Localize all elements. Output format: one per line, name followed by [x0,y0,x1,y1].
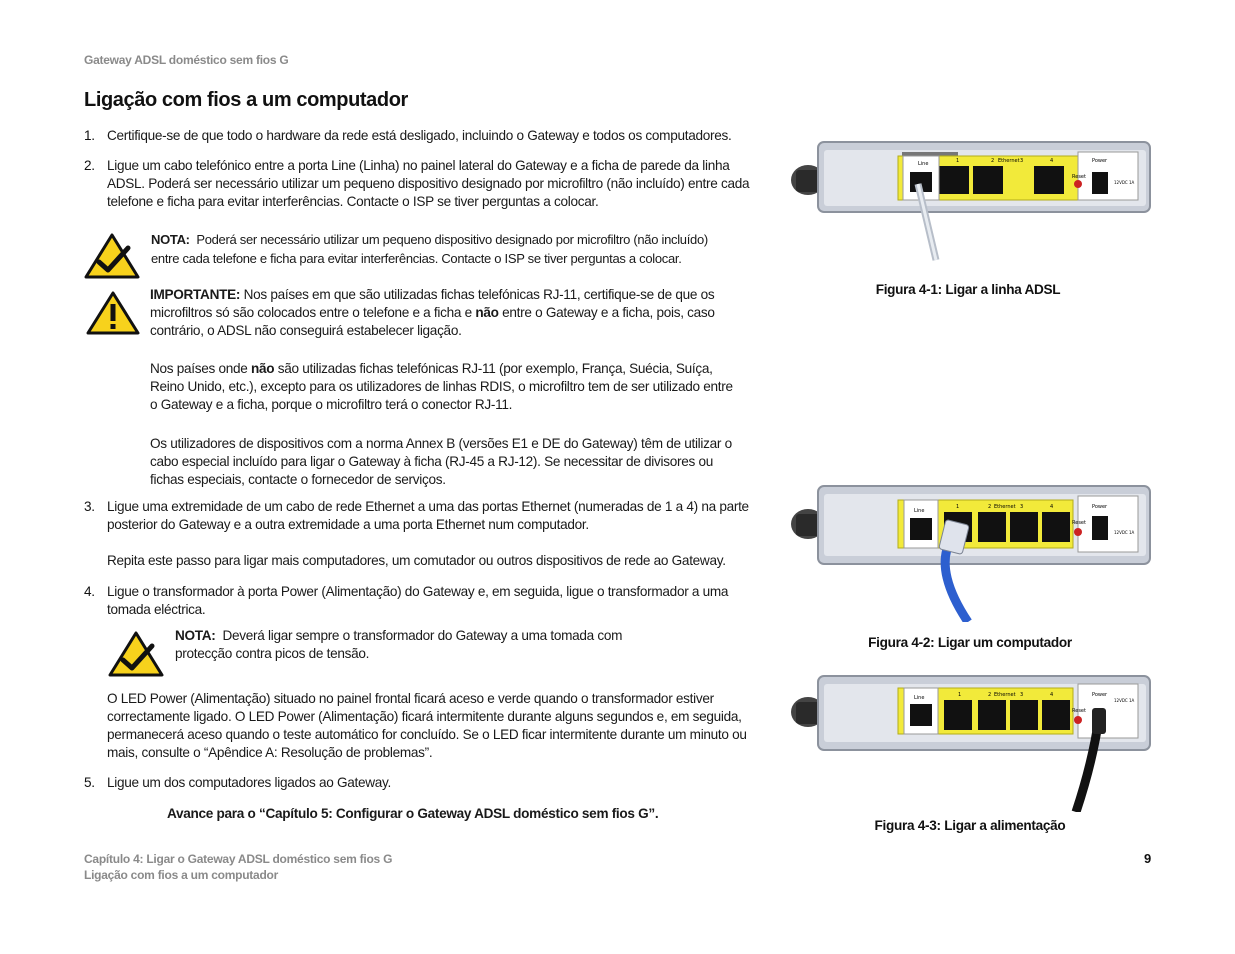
step-3-repeat-text: Repita este passo para ligar mais computadores, um comutador ou outros dispositivos de rede ao Gateway. [107,553,726,568]
figure-1-device [788,140,1152,265]
fig2-reset-label: Reset [1072,520,1086,526]
fig1-port-2: 2 [991,158,995,164]
fig1-reset-label: Reset [1072,174,1086,180]
footer-section: Ligação com fios a um computador [84,868,279,882]
figure-2-device [788,482,1152,622]
fig1-ethernet-label: Ethernet [998,158,1020,164]
page-number: 9 [1144,851,1151,866]
fig2-port-3: 3 [1020,504,1024,510]
fig2-port-4: 4 [1050,504,1054,510]
figure-3-caption: Figura 4-3: Ligar a alimentação [874,818,1066,833]
fig3-reset-label: Reset [1072,708,1086,714]
step-2-number: 2. [84,158,95,173]
step-4-number: 4. [84,584,95,599]
fig2-line-label: Line [914,508,925,514]
figure-3-device [788,672,1152,812]
footer [84,851,392,883]
fig1-port-1: 1 [956,158,960,164]
note-2-line-1: Deverá ligar sempre o transformador do Gateway a uma tomada com [222,628,623,643]
fig2-port-2: 2 [988,504,992,510]
step-5-text: Ligue um dos computadores ligados ao Gateway. [107,775,391,790]
important-p2-a: Nos países onde [150,361,248,376]
footer-chapter: Capítulo 4: Ligar o Gateway ADSL doméstico sem fios G [84,852,393,866]
step-5-number: 5. [84,775,95,790]
step-4-led-text: O LED Power (Alimentação) situado no painel frontal ficará aceso e verde quando o transformador estiver correctamente ligado. O LED Power (Alimentação) ficará intermitente durante alguns segundos e, em seguida, permanecerá aceso quando o teste automático for concluído. Se o LED ficar intermitente durante um minuto ou mais, consulte o “Apêndice A: Resolução de problemas”. [107,691,747,760]
fig1-port-3: 3 [1020,158,1024,164]
fig1-port-4: 4 [1050,158,1054,164]
fig3-port-4: 4 [1050,692,1054,698]
fig3-port-2: 2 [988,692,992,698]
note-1-line-1: Poderá ser necessário utilizar um pequeno dispositivo designado por microfiltro (não incluído) [196,232,708,247]
step-1-number: 1. [84,128,95,143]
fig3-rating-label: 12VDC 1A [1114,698,1135,703]
note-2-label: NOTA: [175,628,216,643]
important-block [150,286,740,340]
fig1-rating-label: 12VDC 1A [1114,180,1135,185]
page-title: Ligação com fios a um computador [84,89,408,111]
check-warning-icon [84,232,140,280]
fig3-port-3: 3 [1020,692,1024,698]
important-paragraph-3: Os utilizadores de dispositivos com a norma Annex B (versões E1 e DE do Gateway) têm de utilizar o cabo especial incluído para ligar o Gateway à ficha (RJ-45 a RJ-12). Se necessitar de divisores ou fichas especiais, contacte o fornecedor de serviços. [150,436,732,487]
fig1-power-label: Power [1092,158,1108,164]
important-paragraph-2 [150,360,740,414]
exclamation-warning-icon [86,290,140,336]
step-4-text: Ligue o transformador à porta Power (Alimentação) do Gateway e, em seguida, ligue o transformador a uma tomada eléctrica. [107,584,729,617]
fig2-ethernet-label: Ethernet [994,504,1016,510]
important-p1-a: Nos países em que são utilizadas fichas telefónicas RJ-11, certifique-se de que os microfiltros só são colocados entre o telefone e a ficha e [150,287,715,320]
check-warning-icon-2 [108,630,164,678]
important-p2-c: são utilizadas fichas telefónicas RJ-11 (por exemplo, França, Suécia, Suíça, Reino Unido, etc.), excepto para os utilizadores de linhas RDIS, o microfiltro tem de ser utilizado entre o Gateway e a ficha, porque o microfiltro terá o conector RJ-11. [150,361,733,412]
note-2-line-2: protecção contra picos de tensão. [175,646,370,661]
fig2-power-label: Power [1092,504,1108,510]
fig3-port-1: 1 [958,692,962,698]
fig2-port-1: 1 [956,504,960,510]
note-1-label: NOTA: [151,232,190,247]
step-1-text: Certifique-se de que todo o hardware da rede está desligado, incluindo o Gateway e todos os computadores. [107,128,732,143]
important-paragraph-1 [150,286,740,340]
step-2-text: Ligue um cabo telefónico entre a porta Line (Linha) no painel lateral do Gateway e a ficha de parede da linha ADSL. Poderá ser necessário utilizar um pequeno dispositivo designado por microfiltro (não incluído) entre cada telefone e ficha para evitar interferências. Contacte o ISP se tiver perguntas a colocar. [107,158,750,209]
important-p2-emphasis: não [251,361,275,376]
important-p1-emphasis: não [475,305,499,320]
figure-2-caption: Figura 4-2: Ligar um computador [868,635,1072,650]
step-3-number: 3. [84,499,95,514]
running-header: Gateway ADSL doméstico sem fios G [84,53,289,67]
note-1 [151,230,741,268]
fig3-ethernet-label: Ethernet [994,692,1016,698]
step-3-text: Ligue uma extremidade de um cabo de rede Ethernet a uma das portas Ethernet (numeradas de 1 a 4) na parte posterior do Gateway e a outra extremidade a uma porta Ethernet num computador. [107,499,749,532]
fig3-line-label: Line [914,695,925,701]
fig2-rating-label: 12VDC 1A [1114,530,1135,535]
next-chapter-link[interactable]: Avance para o “Capítulo 5: Configurar o Gateway ADSL doméstico sem fios G”. [167,806,659,821]
note-1-line-2: entre cada telefone e ficha para evitar interferências. Contacte o ISP se tiver perguntas a colocar. [151,251,682,266]
fig3-power-label: Power [1092,692,1108,698]
important-label: IMPORTANTE: [150,287,241,302]
note-2 [175,627,655,663]
important-p1-c: entre o Gateway e a ficha, pois, caso contrário, o ADSL não conseguirá estabelecer ligação. [150,305,715,338]
fig1-line-label: Line [918,161,929,167]
figure-1-caption: Figura 4-1: Ligar a linha ADSL [875,282,1061,297]
